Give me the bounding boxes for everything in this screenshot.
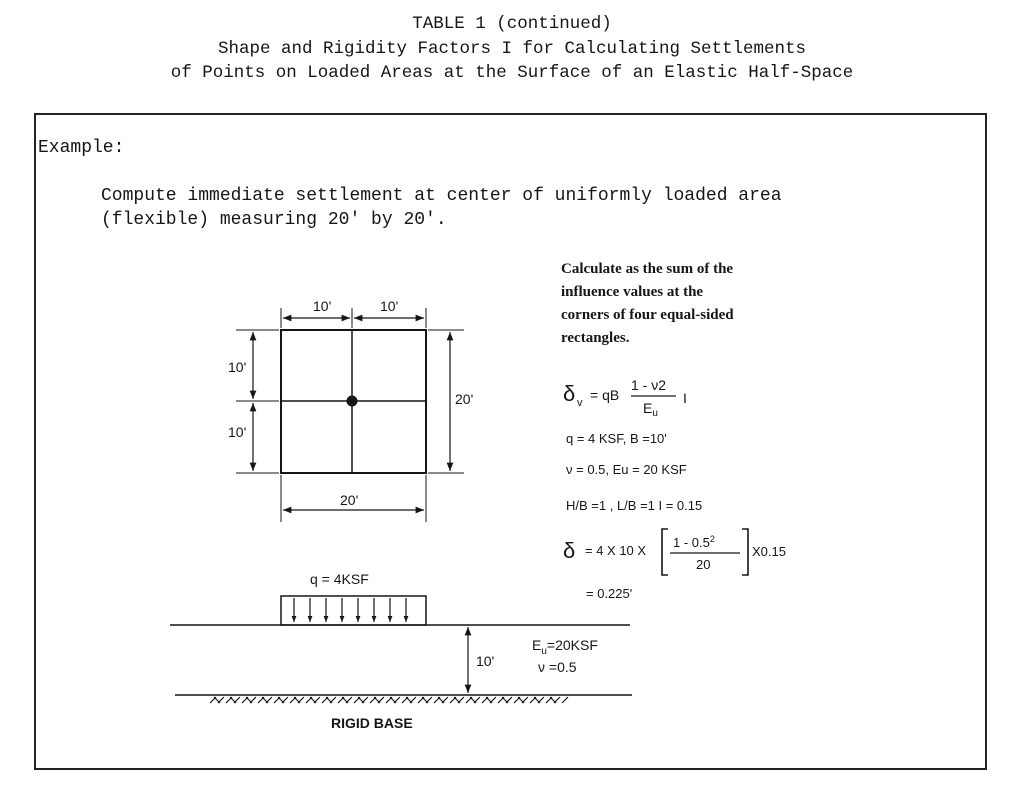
main-denominator: $E_u$ <box>643 400 658 419</box>
base-hatching <box>210 697 568 703</box>
calc-numerator: $1 - 0.5^2$ <box>673 534 715 550</box>
note-line-1: Calculate as the sum of the <box>561 261 734 277</box>
main-factor: I <box>683 390 687 406</box>
main-numerator: 1 - ν2 <box>631 377 667 393</box>
layer-depth-label: 10' <box>476 653 495 669</box>
plan-view <box>236 308 464 522</box>
rigid-base-label: RIGID BASE <box>331 715 413 731</box>
dim-bottom: 20' <box>340 492 359 508</box>
note-line-2: influence values at the <box>561 284 704 300</box>
dim-left-lower: 10' <box>228 424 247 440</box>
note-line-4: rectangles. <box>561 330 630 346</box>
table-subtitle-line1: Shape and Rigidity Factors I for Calculating Settlements <box>217 39 807 59</box>
settlement-subscript: v <box>577 397 583 409</box>
calc-tail: X0.15 <box>752 544 786 559</box>
problem-line1: Compute immediate settlement at center of uniformly loaded area <box>101 186 782 206</box>
note-line-3: corners of four equal-sided <box>561 307 734 323</box>
table-subtitle-line2: of Points on Loaded Areas at the Surface of an Elastic Half-Space <box>170 63 854 83</box>
calc-multiplier: = 4 X 10 X <box>585 543 647 558</box>
settlement-symbol: δ <box>563 381 576 406</box>
eq-line-hb: H/B =1 , L/B =1 I = 0.15 <box>566 498 703 513</box>
dim-left-upper: 10' <box>228 359 247 375</box>
result: = 0.225' <box>586 586 633 601</box>
load-label: q = 4KSF <box>310 571 369 587</box>
calc-denominator: 20 <box>696 557 711 572</box>
equations <box>563 377 786 601</box>
example-label: Example: <box>38 138 125 158</box>
load-arrows <box>294 598 406 622</box>
dim-top-right: 10' <box>380 298 399 314</box>
dim-right: 20' <box>455 391 474 407</box>
problem-line2: (flexible) measuring 20' by 20'. <box>101 210 447 230</box>
modulus-label: $E_u=20KSF$ <box>532 637 598 657</box>
calc-symbol: δ <box>563 538 576 563</box>
table-title: TABLE 1 (continued) <box>412 14 612 34</box>
dim-top-left: 10' <box>313 298 332 314</box>
main-eq-q-b: = qB <box>590 387 620 403</box>
poisson-label: ν =0.5 <box>538 659 577 675</box>
eq-line-q: q = 4 KSF, B =10' <box>566 431 667 446</box>
load-block <box>281 596 426 625</box>
center-point <box>347 396 357 406</box>
eq-line-nu: ν = 0.5, Eu = 20 KSF <box>566 462 687 477</box>
